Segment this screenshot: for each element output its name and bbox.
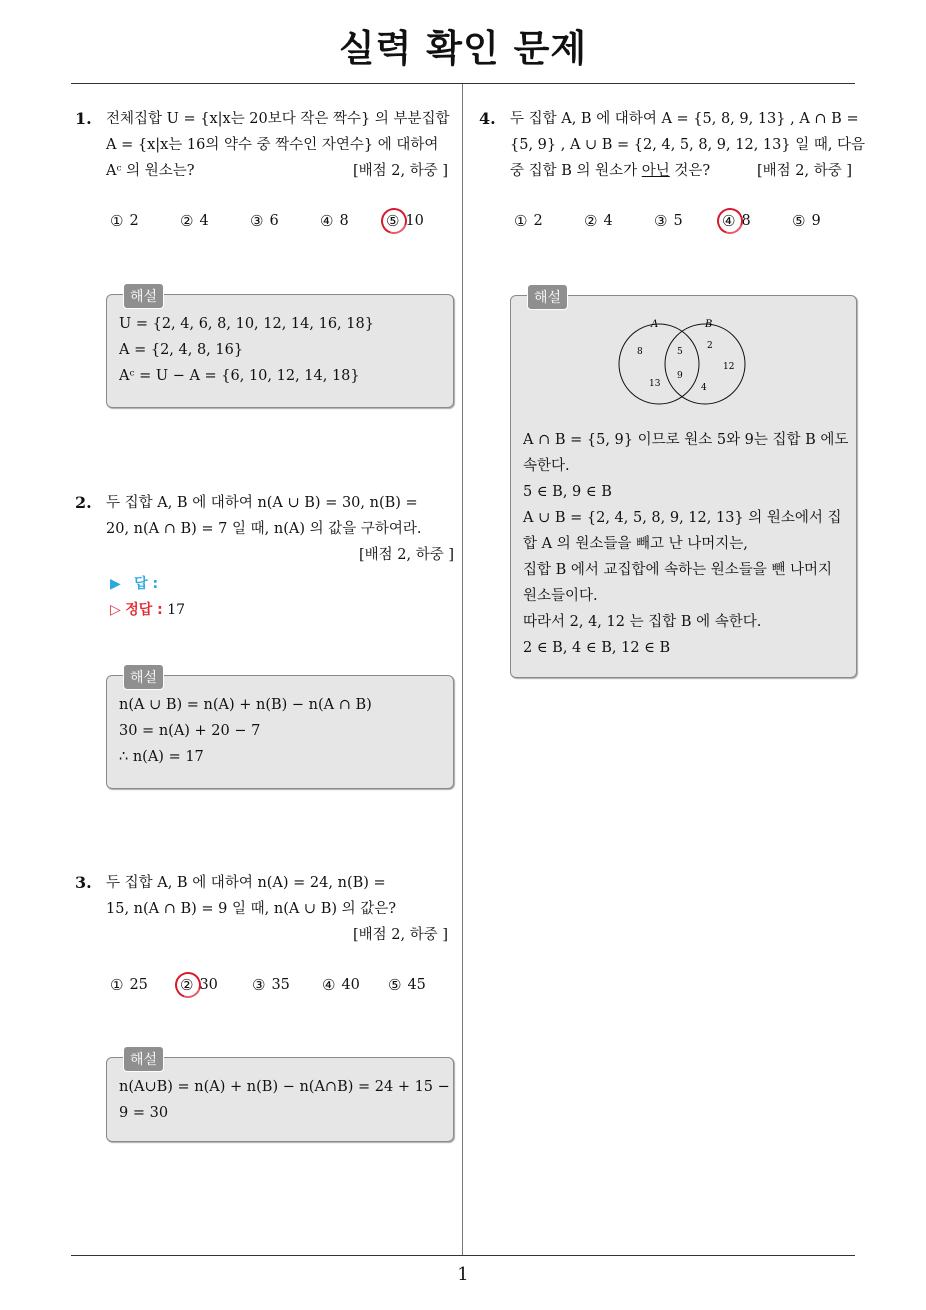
question-1 [75,106,454,184]
explanation-line: n(A ∪ B) = n(A) + n(B) − n(A ∩ B) [119,697,372,713]
answer-area [110,571,185,623]
explanation-line: 5 ∈ B, 9 ∈ B [523,484,612,500]
explanation-line: A ∩ B = {5, 9} 이므로 원소 5와 9는 집합 B 에도 [523,432,849,448]
venn-only-b-value: 12 [723,362,735,372]
venn-only-a-value: 8 [637,347,643,357]
explanation-box-q4 [510,290,857,678]
choice-2[interactable]: ② 4 [180,212,209,230]
page-number: 1 [457,1264,469,1285]
choice-4[interactable]: ④ 8 [320,212,349,230]
venn-label-b: B [705,319,713,330]
question-text: 전체집합 U = {x|x는 20보다 작은 짝수} 의 부분집합 A = {x|x는 16의 약수 중 짝수인 자연수} 에 대하여 Aᶜ 의 원소는? [배점 2, 하중 ] [106,106,454,184]
answer-label: 답 : [134,576,159,592]
venn-label-a: A [651,319,659,330]
question-text: 두 집합 A, B 에 대하여 n(A ∪ B) = 30, n(B) = 20, n(A ∩ B) = 7 일 때, n(A) 의 값을 구하여라. [배점 2, 하중 ] [106,490,454,568]
explanation-box-q2 [106,670,454,789]
choice-2-selected[interactable]: ② 30 [180,976,252,994]
score-label: [배점 2, 하중 ] [756,163,852,179]
correct-value: 17 [167,602,186,618]
play-icon: ▶ [110,576,121,592]
explanation-label: 해설 [123,664,164,690]
choice-1[interactable]: ① 2 [514,212,543,230]
choice-2[interactable]: ② 4 [584,212,613,230]
explanation-label: 해설 [123,283,164,309]
selected-circle-mark [171,968,206,1003]
choice-5-selected[interactable]: ⑤ 10 [386,212,446,230]
venn-both-value: 9 [677,371,683,381]
venn-only-b-value: 2 [707,341,713,351]
explanation-line: 속한다. [523,458,570,474]
choice-5[interactable]: ⑤ 9 [792,212,821,230]
correct-label: 정답 : [125,602,163,618]
explanation-line: 30 = n(A) + 20 − 7 [119,723,261,739]
venn-only-b-value: 4 [701,383,707,393]
venn-only-a-value: 13 [649,379,661,389]
choice-4[interactable]: ④ 40 [322,976,360,994]
explanation-line: 집합 B 에서 교집합에 속하는 원소들을 뺀 나머지 [523,562,833,578]
bottom-rule [71,1255,855,1256]
choices-q4 [514,212,852,230]
choices-q3 [110,976,448,994]
choice-5[interactable]: ⑤ 45 [388,976,426,994]
venn-circle-a [619,324,699,404]
score-label: [배점 2, 하중 ] [352,927,448,943]
column-divider [462,84,463,1256]
explanation-line: A ∪ B = {2, 4, 5, 8, 9, 12, 13} 의 원소에서 집 [523,510,842,526]
venn-diagram [609,316,759,416]
explanation-line: A = {2, 4, 8, 16} [119,342,244,358]
explanation-label: 해설 [123,1046,164,1072]
choice-3[interactable]: ③ 6 [250,212,279,230]
explanation-line: Aᶜ = U − A = {6, 10, 12, 14, 18} [119,368,360,384]
score-label: [배점 2, 하중 ] [358,547,454,563]
choice-3[interactable]: ③ 35 [252,976,290,994]
selected-circle-mark [713,204,748,239]
question-text: 두 집합 A, B 에 대하여 A = {5, 8, 9, 13} , A ∩ B = {5, 9} , A ∪ B = {2, 4, 5, 8, 9, 12, 13} 일 때, 다음 중 집합 B 의 원소가 아닌 것은? [배점 2, 하중 ] [510,106,858,184]
explanation-box-q3 [106,1052,454,1142]
choice-3[interactable]: ③ 5 [654,212,683,230]
choices-q1 [110,212,446,230]
question-number: 1. [75,109,92,128]
question-4 [479,106,866,184]
question-text: 두 집합 A, B 에 대하여 n(A) = 24, n(B) = 15, n(A ∩ B) = 9 일 때, n(A ∪ B) 의 값은? [배점 2, 하중 ] [106,870,454,948]
emphasis-underline: 아닌 [641,163,670,179]
choice-1[interactable]: ① 25 [110,976,148,994]
venn-both-value: 5 [677,347,683,357]
choice-4-selected[interactable]: ④ 8 [722,212,792,230]
page-title: 실력 확인 문제 [338,27,588,70]
score-label: [배점 2, 하중 ] [352,163,448,179]
explanation-line: n(A∪B) = n(A) + n(B) − n(A∩B) = 24 + 15 − [119,1079,450,1095]
triangle-outline-icon: ▷ [110,602,121,618]
question-number: 4. [479,109,496,128]
explanation-line: 따라서 2, 4, 12 는 집합 B 에 속한다. [523,614,762,630]
explanation-line: 9 = 30 [119,1105,169,1121]
explanation-line: 합 A 의 원소들을 빼고 난 나머지는, [523,536,748,552]
explanation-box-q1 [106,289,454,408]
question-2 [75,490,454,568]
explanation-line: U = {2, 4, 6, 8, 10, 12, 14, 16, 18} [119,316,374,332]
explanation-label: 해설 [527,284,568,310]
explanation-line: 2 ∈ B, 4 ∈ B, 12 ∈ B [523,640,671,656]
question-number: 2. [75,493,92,512]
selected-circle-mark [377,204,412,239]
question-3 [75,870,454,948]
explanation-line: ∴ n(A) = 17 [119,749,204,765]
choice-1[interactable]: ① 2 [110,212,139,230]
explanation-line: 원소들이다. [523,588,598,604]
top-rule [71,83,855,84]
question-number: 3. [75,873,92,892]
